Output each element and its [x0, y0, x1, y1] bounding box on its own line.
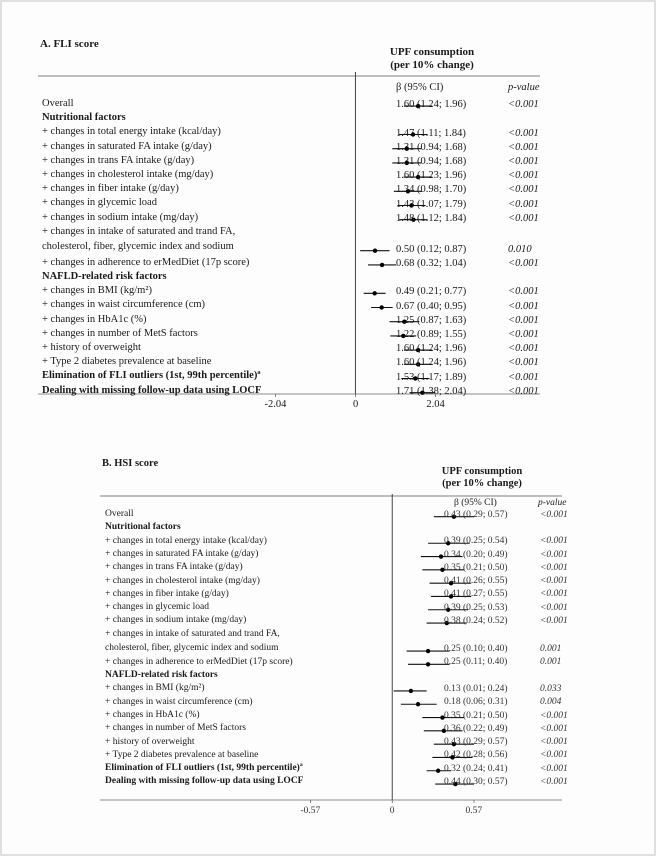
- row-label: + changes in waist circumference (cm): [42, 299, 206, 311]
- section-label: Elimination of FLI outliers (1st, 99th percentile)ª: [105, 763, 303, 774]
- x-tick-label: 2.04: [426, 399, 445, 410]
- p-value: <0.001: [540, 723, 568, 734]
- p-value: <0.001: [540, 763, 568, 774]
- ci-value: 1.60 (1.23; 1.96): [396, 170, 467, 182]
- ci-value: 1.34 (0.98; 1.70): [396, 184, 467, 196]
- ci-value: 0.35 (0.21; 0.50): [444, 562, 508, 573]
- ci-value: 0.39 (0.25; 0.53): [444, 602, 508, 613]
- estimate-point: [439, 554, 443, 558]
- ci-value: 1.43 (1.07; 1.79): [396, 198, 467, 210]
- p-value: <0.001: [508, 343, 539, 355]
- ci-value: 0.13 (0.01; 0.24): [444, 683, 508, 694]
- row-label: + changes in adherence to erMedDiet (17p score): [105, 656, 293, 667]
- exposure-header-line: (per 10% change): [442, 478, 522, 490]
- row-label: + changes in intake of saturated and trand FA,: [42, 225, 236, 237]
- p-value: <0.001: [508, 385, 539, 397]
- p-value: <0.001: [540, 602, 568, 613]
- p-value: <0.001: [508, 328, 539, 340]
- ci-value: 0.41 (0.27; 0.55): [444, 589, 508, 600]
- p-value: <0.001: [508, 198, 539, 210]
- section-label: NAFLD-related risk factors: [42, 271, 167, 282]
- ci-value: 1.47 (1.11; 1.84): [396, 127, 466, 139]
- section-label: Dealing with missing follow-up data using LOCF: [105, 776, 304, 787]
- p-value: <0.001: [540, 589, 568, 600]
- ci-value: 0.41 (0.26; 0.55): [444, 576, 508, 587]
- row-label: + changes in cholesterol intake (mg/day): [105, 575, 260, 586]
- ci-value: 1.48 (1.12; 1.84): [396, 212, 467, 224]
- row-label: Overall: [105, 509, 134, 519]
- estimate-point: [372, 291, 376, 295]
- ci-value: 0.68 (0.32; 1.04): [396, 257, 467, 269]
- exposure-header-line: UPF consumption: [389, 46, 475, 58]
- row-label: Overall: [42, 98, 74, 109]
- ci-value: 0.36 (0.22; 0.49): [444, 723, 508, 734]
- ci-value: 0.32 (0.24; 0.41): [444, 763, 508, 774]
- row-label: + changes in HbA1c (%): [105, 709, 200, 720]
- ci-value: 0.44 (0.30; 0.57): [444, 777, 508, 788]
- ci-value: 0.38 (0.24; 0.52): [444, 616, 508, 627]
- row-label: cholesterol, fiber, glycemic index and sodium: [105, 642, 279, 653]
- row-label: + changes in sodium intake (mg/day): [42, 211, 199, 223]
- row-label: + changes in saturated FA intake (g/day): [42, 140, 212, 152]
- ci-value: 0.67 (0.40; 0.95): [396, 300, 467, 312]
- ci-value: 0.42 (0.28; 0.56): [444, 750, 508, 761]
- p-value: 0.001: [540, 644, 562, 655]
- p-value: <0.001: [540, 536, 568, 547]
- estimate-point: [426, 649, 430, 653]
- row-label: cholesterol, fiber, glycemic index and sodium: [42, 241, 234, 253]
- p-value: <0.001: [540, 750, 568, 761]
- ci-value: 0.43 (0.29; 0.57): [444, 737, 508, 748]
- p-value: <0.001: [508, 127, 539, 139]
- row-label: + Type 2 diabetes prevalence at baseline: [105, 749, 259, 760]
- ci-value: 1.53 (1.17; 1.89): [396, 371, 467, 383]
- p-value: <0.001: [540, 777, 568, 788]
- p-value: <0.001: [508, 371, 539, 383]
- x-tick-label: 0: [352, 399, 359, 410]
- section-label: NAFLD-related risk factors: [105, 670, 218, 680]
- p-value: <0.001: [508, 99, 539, 111]
- p-value: <0.001: [540, 576, 568, 587]
- estimate-point: [436, 769, 440, 773]
- row-label: + changes in waist circumference (cm): [105, 696, 253, 707]
- ci-value: 0.50 (0.12; 0.87): [396, 243, 467, 255]
- ci-value: 1.60 (1.24; 1.96): [396, 99, 467, 111]
- row-label: + changes in adherence to erMedDiet (17p score): [42, 256, 250, 268]
- ci-value: 0.39 (0.25; 0.54): [444, 536, 508, 547]
- ci-value: 0.34 (0.20; 0.49): [444, 549, 508, 560]
- ci-value: 1.31 (0.94; 1.68): [396, 141, 467, 153]
- p-value: 0.010: [508, 243, 532, 255]
- p-column-header: p-value: [508, 82, 540, 93]
- row-label: + Type 2 diabetes prevalence at baseline: [42, 356, 212, 368]
- row-label: + history of overweight: [105, 736, 195, 747]
- estimate-point: [426, 662, 430, 666]
- ci-value: 1.60 (1.24; 1.96): [396, 343, 467, 355]
- section-label: Nutritional factors: [42, 112, 126, 124]
- ci-value: 0.18 (0.06; 0.31): [444, 697, 508, 708]
- p-value: <0.001: [540, 562, 568, 573]
- ci-value: 0.25 (0.10; 0.40): [444, 644, 508, 655]
- section-label: Elimination of FLI outliers (1st, 99th percentile)ª: [42, 370, 261, 382]
- exposure-header-line: UPF consumption: [441, 466, 523, 477]
- p-value: <0.001: [540, 549, 568, 560]
- x-tick-label: 0: [389, 806, 395, 816]
- p-value: 0.033: [540, 683, 562, 694]
- p-value: <0.001: [508, 314, 539, 326]
- hsi-forest-panel: [2, 442, 658, 858]
- p-value: <0.001: [508, 170, 539, 182]
- p-value: 0.001: [540, 657, 562, 668]
- p-value: <0.001: [508, 212, 539, 224]
- row-label: + changes in HbA1c (%): [42, 313, 147, 325]
- row-label: + changes in saturated FA intake (g/day): [105, 548, 259, 559]
- panel-title: B. HSI score: [102, 458, 159, 469]
- row-label: + changes in cholesterol intake (mg/day): [42, 169, 214, 180]
- p-value: 0.004: [540, 697, 562, 708]
- row-label: + changes in intake of saturated and trand FA,: [105, 628, 280, 639]
- p-value: <0.001: [508, 357, 539, 369]
- x-tick-label: 0.57: [465, 806, 483, 816]
- ci-value: 1.25 (0.87; 1.63): [396, 314, 467, 326]
- row-label: + changes in trans FA intake (g/day): [105, 562, 243, 573]
- x-tick-label: -2.04: [264, 399, 287, 410]
- p-value: <0.001: [540, 616, 568, 627]
- row-label: + history of overweight: [42, 342, 141, 353]
- p-value: <0.001: [508, 300, 539, 312]
- x-tick-label: -0.57: [300, 806, 321, 816]
- p-value: <0.001: [540, 509, 568, 520]
- row-label: + changes in trans FA intake (g/day): [42, 154, 195, 166]
- p-value: <0.001: [540, 710, 568, 721]
- exposure-header-line: (per 10% change): [390, 58, 474, 71]
- panel-title: A. FLI score: [40, 38, 99, 50]
- ci-value: 1.71 (1.38; 2.04): [396, 385, 467, 397]
- ci-column-header: β (95% CI): [454, 498, 497, 508]
- row-label: + changes in glycemic load: [42, 197, 157, 209]
- p-value: <0.001: [508, 141, 539, 153]
- estimate-point: [380, 305, 384, 309]
- row-label: + changes in BMI (kg/m²): [42, 285, 152, 297]
- row-label: + changes in glycemic load: [105, 602, 210, 613]
- ci-value: 1.22 (0.89; 1.55): [396, 328, 467, 340]
- ci-value: 1.60 (1.24; 1.96): [396, 357, 467, 369]
- fli-forest-panel: [2, 2, 658, 422]
- section-label: Dealing with missing follow-up data using LOCF: [42, 384, 262, 396]
- row-label: + changes in number of MetS factors: [105, 723, 246, 734]
- row-label: + changes in total energy intake (kcal/day): [105, 535, 267, 546]
- estimate-point: [380, 263, 384, 267]
- p-value: <0.001: [508, 184, 539, 196]
- section-label: Nutritional factors: [105, 522, 181, 533]
- ci-value: 0.25 (0.11; 0.40): [444, 657, 508, 668]
- ci-value: 0.35 (0.21; 0.50): [444, 710, 508, 721]
- row-label: + changes in total energy intake (kcal/day): [42, 126, 221, 138]
- p-value: <0.001: [540, 737, 568, 748]
- ci-value: 1.31 (0.94; 1.68): [396, 155, 467, 167]
- ci-value: 0.43 (0.29; 0.57): [444, 509, 508, 520]
- ci-column-header: β (95% CI): [396, 82, 444, 93]
- p-value: <0.001: [508, 155, 539, 167]
- estimate-point: [373, 249, 377, 253]
- p-column-header: p-value: [538, 498, 567, 508]
- p-value: <0.001: [508, 286, 539, 298]
- estimate-point: [409, 689, 413, 693]
- estimate-point: [416, 702, 420, 706]
- p-value: <0.001: [508, 257, 539, 269]
- row-label: + changes in sodium intake (mg/day): [105, 615, 247, 626]
- row-label: + changes in fiber intake (g/day): [105, 588, 229, 599]
- row-label: + changes in number of MetS factors: [42, 327, 198, 339]
- row-label: + changes in BMI (kg/m²): [105, 683, 205, 694]
- row-label: + changes in fiber intake (g/day): [42, 183, 179, 195]
- ci-value: 0.49 (0.21; 0.77): [396, 286, 467, 298]
